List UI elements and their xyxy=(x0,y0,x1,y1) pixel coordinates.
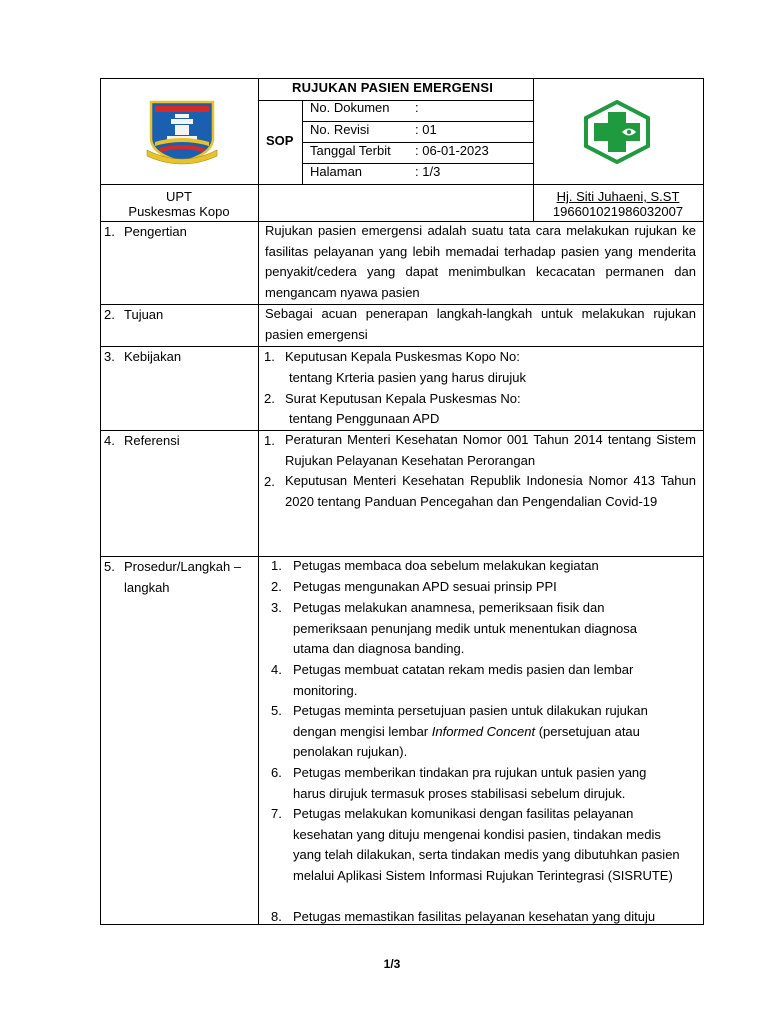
step-text: Petugas melakukan anamnesa, pemeriksaan fisik dan pemeriksaan penunjang medik untuk menentukan diagnosa utama dan diagnosa banding. xyxy=(293,600,638,657)
referensi-item-text: Peraturan Menteri Kesehatan Nomor 001 Tahun 2014 tentang Sistem Rujukan Pelayanan Kesehatan Perorangan xyxy=(285,432,696,468)
referensi-item-number: 2. xyxy=(264,474,275,489)
referensi-item-number: 1. xyxy=(264,433,275,448)
step-number: 1. xyxy=(271,558,282,573)
step-number: 2. xyxy=(271,579,282,594)
step-text-segment: Petugas meminta persetujuan pasien untuk dilakukan rujukan dengan mengisi lembar xyxy=(293,703,648,739)
step-text: Petugas memastikan fasilitas pelayanan kesehatan yang dituju xyxy=(293,909,656,924)
unit-label: UPT xyxy=(166,189,192,204)
pengertian-text: Rujukan pasien emergensi adalah suatu tata cara melakukan rujukan ke fasilitas pelayanan yang lebih memadai terhadap pasien yang menderita penyakit/cedera yang dapat menimbulkan kecacatan permanen dan mengancam nyawa pasien xyxy=(265,223,696,301)
section-number: 1. xyxy=(104,224,115,239)
step-number: 8. xyxy=(271,909,282,924)
section-label-pengertian: Pengertian xyxy=(124,224,187,239)
step-number: 5. xyxy=(271,703,282,718)
section-label-tujuan: Tujuan xyxy=(124,307,164,322)
kebijakan-item-number: 2. xyxy=(264,391,275,406)
meta-label-halaman: Halaman xyxy=(310,164,363,179)
kebijakan-item-line: tentang Krteria pasien yang harus dirujuk xyxy=(289,370,527,385)
step-number: 3. xyxy=(271,600,282,615)
puskesmas-logo xyxy=(582,100,652,164)
signer-name: Hj. Siti Juhaeni, S.ST xyxy=(556,189,680,204)
meta-label-no-revisi: No. Revisi xyxy=(310,122,370,137)
section-label-kebijakan: Kebijakan xyxy=(124,349,182,364)
regional-crest-logo xyxy=(145,98,219,166)
step-text: Petugas melakukan komunikasi dengan fasilitas pelayanan kesehatan yang dituju mengenai kondisi pasien, tindakan medis yang telah dilakukan, serta tindakan medis yang dibutuhkan pasien melalui Aplikasi Sistem Informasi Rujukan Terintegrasi (SISRUTE) xyxy=(293,806,680,883)
meta-value-no-revisi: : 01 xyxy=(415,122,437,137)
step-text: Petugas membuat catatan rekam medis pasien dan lembar monitoring. xyxy=(293,662,634,698)
section-number: 3. xyxy=(104,349,115,364)
section-label-prosedur-cont: langkah xyxy=(124,580,170,595)
section-number: 5. xyxy=(104,559,115,574)
step-number: 6. xyxy=(271,765,282,780)
section-label-referensi: Referensi xyxy=(124,433,180,448)
step-text: Petugas memberikan tindakan pra rujukan untuk pasien yang harus dirujuk termasuk proses stabilisasi sebelum dirujuk. xyxy=(293,765,647,801)
health-cross-icon xyxy=(582,100,652,164)
referensi-item-text: Keputusan Menteri Kesehatan Republik Indonesia Nomor 413 Tahun 2020 tentang Panduan Pencegahan dan Pengendalian Covid-19 xyxy=(285,473,696,509)
section-number: 2. xyxy=(104,307,115,322)
sop-label: SOP xyxy=(266,133,294,148)
meta-label-no-dokumen: No. Dokumen xyxy=(310,100,390,115)
section-label-prosedur: Prosedur/Langkah – xyxy=(124,559,242,574)
meta-value-tanggal-terbit: : 06-01-2023 xyxy=(415,143,489,158)
step-text-italic: Informed Concent xyxy=(431,723,536,739)
kebijakan-item-line: tentang Penggunaan APD xyxy=(289,411,440,426)
section-number: 4. xyxy=(104,433,115,448)
step-text: Petugas membaca doa sebelum melakukan kegiatan xyxy=(293,558,599,573)
tujuan-text: Sebagai acuan penerapan langkah-langkah untuk melakukan rujukan pasien emergensi xyxy=(265,306,696,342)
step-text xyxy=(293,701,678,763)
kebijakan-item-line: Surat Keputusan Kepala Puskesmas No: xyxy=(285,391,521,406)
meta-value-halaman: : 1/3 xyxy=(415,164,441,179)
meta-value-no-dokumen: : xyxy=(415,100,419,115)
unit-name: Puskesmas Kopo xyxy=(128,204,230,219)
kebijakan-item-number: 1. xyxy=(264,349,275,364)
meta-label-tanggal-terbit: Tanggal Terbit xyxy=(310,143,391,158)
crest-icon xyxy=(145,98,219,166)
step-number: 4. xyxy=(271,662,282,677)
step-text: Petugas mengunakan APD sesuai prinsip PPI xyxy=(293,579,557,594)
document-title: RUJUKAN PASIEN EMERGENSI xyxy=(292,80,494,95)
kebijakan-item-line: Keputusan Kepala Puskesmas Kopo No: xyxy=(285,349,520,364)
step-number: 7. xyxy=(271,806,282,821)
page-number: 1/3 xyxy=(383,957,401,971)
signer-nip: 196601021986032007 xyxy=(552,204,684,219)
step-text-segment: (persetujuan atau penolakan rujukan). xyxy=(293,723,640,760)
